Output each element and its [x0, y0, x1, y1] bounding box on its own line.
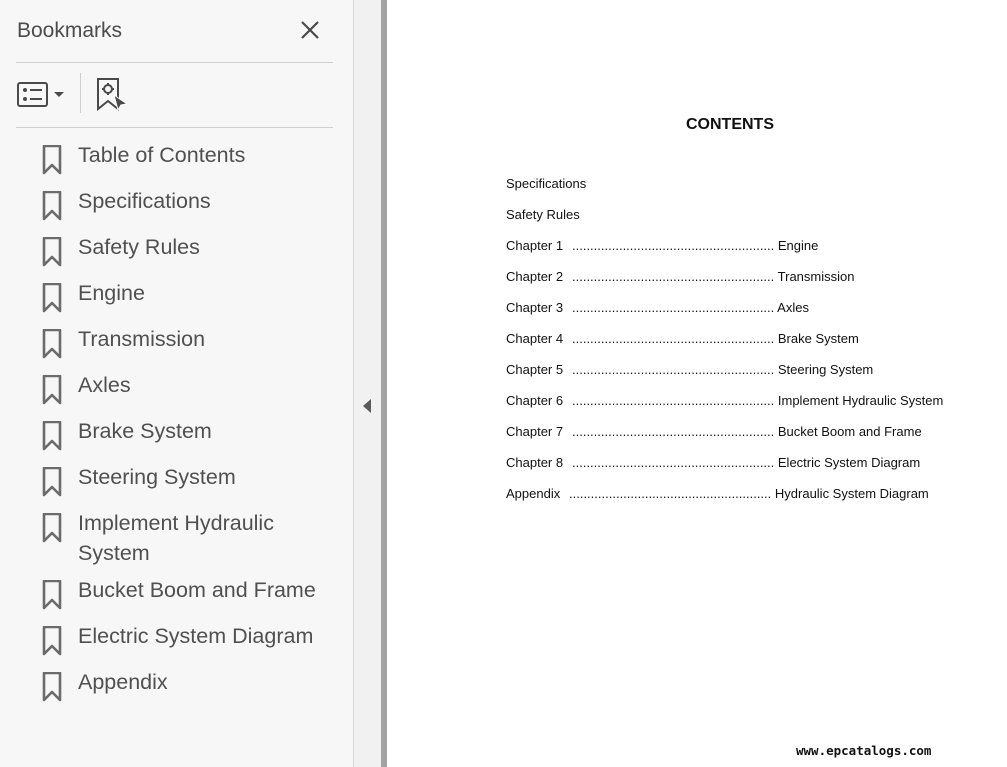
bookmark-label: Brake System [78, 419, 212, 443]
bookmarks-panel [0, 0, 354, 767]
bookmark-specifications[interactable] [0, 186, 353, 232]
bookmark-label: Implement Hydraulic System [78, 511, 274, 565]
bookmark-icon [42, 672, 62, 702]
toc-dots: ........................................................ [572, 269, 775, 284]
toc-chapter: Appendix [506, 486, 561, 501]
bookmark-list [0, 140, 353, 713]
toc-entry [506, 331, 859, 346]
toc-topic: Brake System [777, 331, 859, 346]
find-current-bookmark-button[interactable] [94, 77, 130, 113]
bookmark-table-of-contents[interactable] [0, 140, 353, 186]
toc-chapter: Chapter 5 [506, 362, 564, 377]
toc-dots: ........................................................ [572, 238, 775, 253]
toc-dots: ........................................................ [572, 455, 775, 470]
toc-chapter: Chapter 7 [506, 424, 564, 439]
toc-chapter: Chapter 1 [506, 238, 564, 253]
toc-dots: ........................................................ [569, 486, 772, 501]
bookmark-icon [42, 237, 62, 267]
toc-topic: Electric System Diagram [777, 455, 921, 470]
document-title: CONTENTS [686, 116, 774, 133]
bookmark-icon [42, 375, 62, 405]
bookmark-icon [42, 467, 62, 497]
toc-chapter: Chapter 4 [506, 331, 564, 346]
bookmark-label: Axles [78, 373, 131, 397]
bookmark-icon [42, 580, 62, 610]
bookmark-label: Safety Rules [78, 235, 200, 259]
bookmark-label: Appendix [78, 670, 168, 694]
toc-topic: Hydraulic System Diagram [774, 486, 929, 501]
toc-chapter: Chapter 2 [506, 269, 564, 284]
bookmark-icon [42, 626, 62, 656]
bookmark-icon [42, 513, 62, 543]
toc-entry-specifications [506, 176, 586, 191]
bookmark-icon [42, 329, 62, 359]
bookmark-transmission[interactable] [0, 324, 353, 370]
bookmark-brake-system[interactable] [0, 416, 353, 462]
toc-dots: ........................................................ [572, 362, 775, 377]
bookmark-label: Electric System Diagram [78, 624, 314, 648]
bookmark-steering-system[interactable] [0, 462, 353, 508]
toc-entry [506, 238, 818, 253]
collapse-panel-arrow-icon[interactable] [361, 398, 373, 414]
close-panel-button[interactable] [297, 17, 323, 43]
bookmark-label: Transmission [78, 327, 206, 351]
bookmark-icon [42, 145, 62, 175]
toc-topic: Transmission [777, 269, 855, 284]
toc-dots: ........................................................ [572, 424, 775, 439]
bookmark-icon [42, 421, 62, 451]
bookmark-label: Table of Contents [78, 143, 246, 167]
toc-entry [506, 269, 854, 284]
toc-entry [506, 424, 922, 439]
header-divider [16, 62, 333, 63]
toc-dots: ........................................................ [572, 331, 775, 346]
close-icon [297, 17, 323, 43]
bookmark-icon [42, 283, 62, 313]
bookmark-electric-system-diagram[interactable] [0, 621, 353, 667]
toc-dots: ........................................................ [572, 300, 775, 315]
toc-topic: Implement Hydraulic System [777, 393, 944, 408]
watermark: www.epcatalogs.com [796, 743, 932, 758]
bookmark-label: Steering System [78, 465, 236, 489]
toc-topic: Engine [777, 238, 819, 253]
toolbar-divider [80, 73, 81, 113]
toc-topic: Bucket Boom and Frame [777, 424, 922, 439]
bookmark-options-button[interactable] [16, 80, 68, 110]
bookmark-icon [42, 191, 62, 221]
list-options-icon [16, 80, 68, 110]
bookmark-axles[interactable] [0, 370, 353, 416]
toc-entry [506, 486, 929, 501]
panel-splitter[interactable] [354, 0, 381, 767]
bookmark-implement-hydraulic-system[interactable] [0, 508, 353, 575]
toc-chapter: Chapter 3 [506, 300, 564, 315]
find-bookmark-icon [94, 77, 130, 113]
bookmark-bucket-boom-and-frame[interactable] [0, 575, 353, 621]
toc-topic: Steering System [777, 362, 874, 377]
bookmark-safety-rules[interactable] [0, 232, 353, 278]
panel-title: Bookmarks [17, 19, 123, 42]
toc-chapter: Specifications [506, 176, 587, 191]
bookmark-engine[interactable] [0, 278, 353, 324]
bookmark-label: Bucket Boom and Frame [78, 578, 316, 602]
toc-entry-safety-rules [506, 207, 580, 222]
bookmark-label: Engine [78, 281, 145, 305]
toc-entry [506, 362, 873, 377]
document-page [387, 0, 1007, 767]
toc-entry [506, 455, 920, 470]
toc-chapter: Chapter 8 [506, 455, 564, 470]
toc-chapter: Safety Rules [506, 207, 580, 222]
toc-chapter: Chapter 6 [506, 393, 564, 408]
bookmark-label: Specifications [78, 189, 211, 213]
toc-topic: Axles [777, 300, 809, 315]
bookmark-appendix[interactable] [0, 667, 353, 713]
toc-dots: ........................................................ [572, 393, 775, 408]
toc-entry [506, 393, 943, 408]
toc-entry [506, 300, 809, 315]
toolbar-bottom-divider [16, 127, 333, 128]
